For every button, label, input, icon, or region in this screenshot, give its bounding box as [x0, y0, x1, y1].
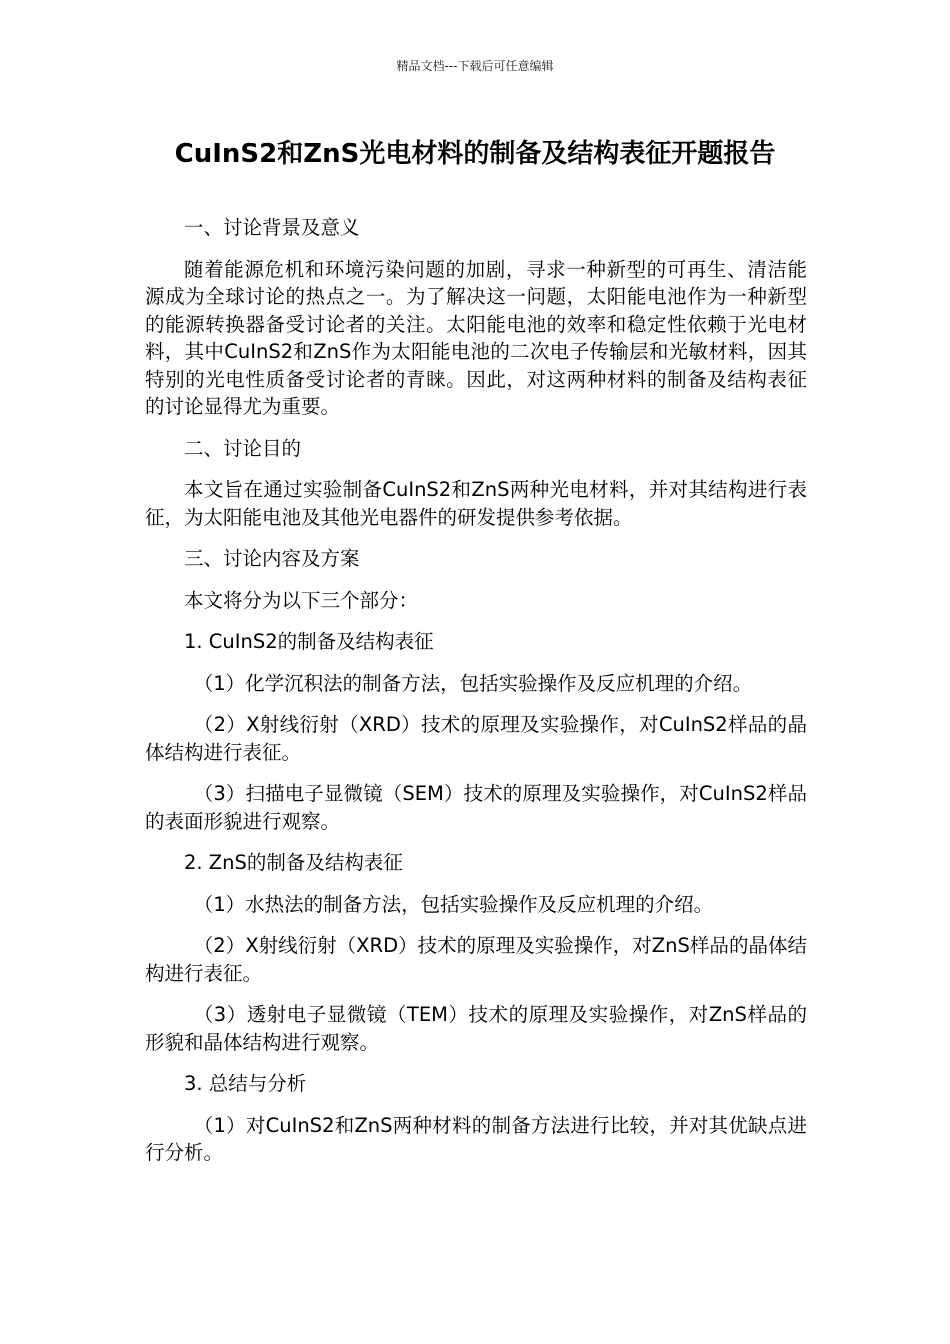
paragraph-content-intro: 本文将分为以下三个部分：	[184, 588, 419, 612]
paragraph-purpose: 本文旨在通过实验制备CuInS2和ZnS两种光电材料，并对其结构进行表征，为太阳能电池及其他光电器件的研发提供参考依据。	[145, 478, 807, 529]
paragraph-background: 随着能源危机和环境污染问题的加剧，寻求一种新型的可再生、清洁能源成为全球讨论的热点之一。为了解决这一问题，太阳能电池作为一种新型的能源转换器备受讨论者的关注。太阳能电池的效率和稳定性依赖于光电材料，其中CuInS2和ZnS作为太阳能电池的二次电子传输层和光敏材料，因其特别的光电性质备受讨论者的青睐。因此，对这两种材料的制备及结构表征的讨论显得尤为重要。	[145, 257, 807, 418]
list-item-zns-3: （3）透射电子显微镜（TEM）技术的原理及实验操作，对ZnS样品的形貌和晶体结构进行观察。	[145, 1003, 807, 1054]
list-item-cuins2-3: （3）扫描电子显微镜（SEM）技术的原理及实验操作，对CuInS2样品的表面形貌进行观察。	[145, 782, 807, 833]
document-body	[145, 214, 807, 1181]
subheading-summary: 3. 总结与分析	[184, 1072, 307, 1095]
list-item-zns-2: （2）X射线衍射（XRD）技术的原理及实验操作，对ZnS样品的晶体结构进行表征。	[145, 934, 807, 985]
list-item-summary-1: （1）对CuInS2和ZnS两种材料的制备方法进行比较，并对其优缺点进行分析。	[145, 1113, 807, 1164]
document-title: CuInS2和ZnS光电材料的制备及结构表征开题报告	[174, 139, 776, 169]
header-note: 精品文档---下载后可任意编辑	[396, 59, 554, 73]
list-item-cuins2-1: （1）化学沉积法的制备方法，包括实验操作及反应机理的介绍。	[193, 671, 753, 695]
list-item-cuins2-2: （2）X射线衍射（XRD）技术的原理及实验操作，对CuInS2样品的晶体结构进行表征。	[145, 713, 807, 764]
subheading-zns: 2. ZnS的制备及结构表征	[184, 851, 403, 874]
section-heading-background: 一、讨论背景及意义	[184, 216, 360, 239]
section-heading-purpose: 二、讨论目的	[184, 436, 302, 460]
subheading-cuins2: 1. CuInS2的制备及结构表征	[184, 630, 434, 653]
section-heading-content: 三、讨论内容及方案	[184, 547, 360, 570]
list-item-zns-1: （1）水热法的制备方法，包括实验操作及反应机理的介绍。	[193, 892, 714, 916]
